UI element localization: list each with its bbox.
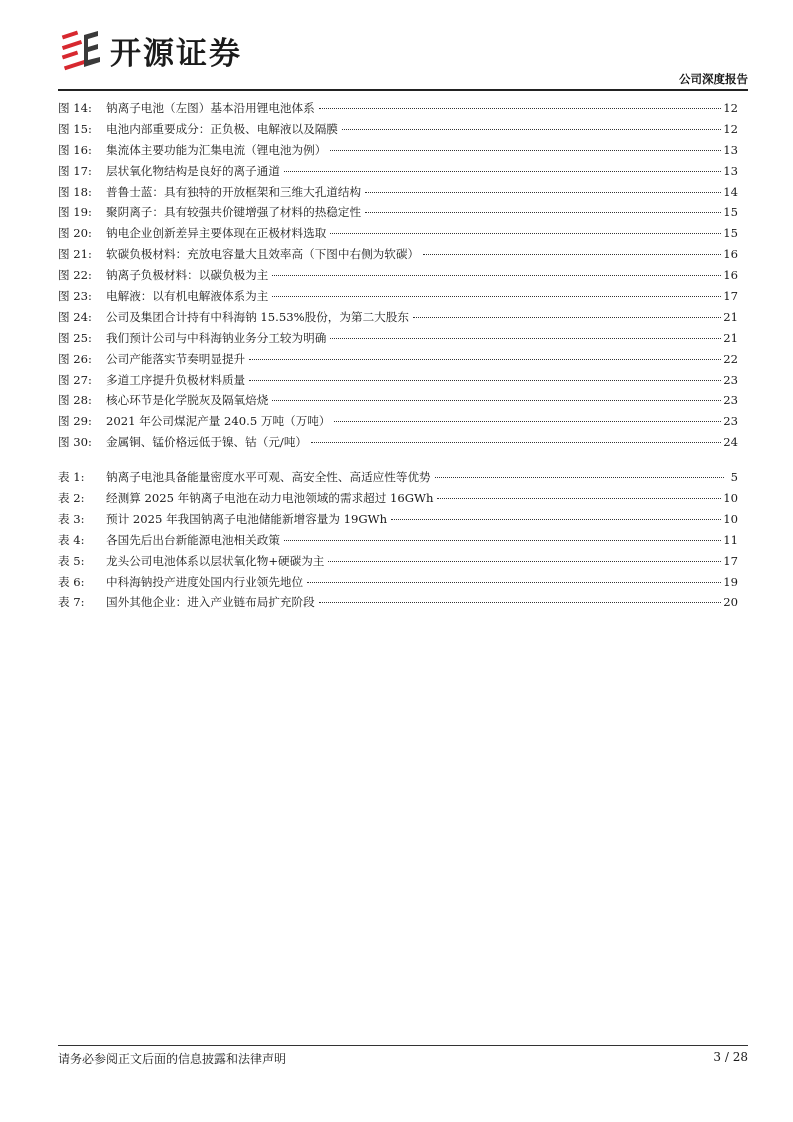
dot-leader xyxy=(272,400,721,401)
dot-leader xyxy=(365,192,721,193)
entry-page: 21 xyxy=(723,309,738,324)
entry-title: 钠离子电池具备能量密度水平可观、高安全性、高适应性等优势 xyxy=(106,470,431,485)
report-type-label: 公司深度报告 xyxy=(679,72,748,86)
entry-page: 15 xyxy=(723,226,738,241)
entry-title: 预计 2025 年我国钠离子电池储能新增容量为 19GWh xyxy=(106,511,388,526)
entry-title: 钠离子负极材料：以碳负极为主 xyxy=(106,268,269,283)
entry-title: 各国先后出台新能源电池相关政策 xyxy=(106,532,280,547)
entry-title: 我们预计公司与中科海钠业务分工较为明确 xyxy=(106,330,327,345)
entry-number: 图 19: xyxy=(58,205,92,220)
dot-leader xyxy=(284,171,721,172)
company-name: 开源证券 xyxy=(110,35,242,72)
figure-toc-entry[interactable] xyxy=(58,202,738,223)
figure-toc-entry[interactable] xyxy=(58,140,738,161)
entry-number: 图 27: xyxy=(58,372,92,387)
entry-page: 13 xyxy=(723,142,738,157)
entry-number: 表 7: xyxy=(58,595,85,610)
entry-number: 图 25: xyxy=(58,330,92,345)
entry-number: 图 23: xyxy=(58,289,92,304)
entry-page: 22 xyxy=(723,351,738,366)
entry-title: 中科海钠投产进度处国内行业领先地位 xyxy=(106,574,304,589)
entry-title: 核心环节是化学脱灰及隔氧焙烧 xyxy=(106,393,269,408)
entry-number: 图 24: xyxy=(58,309,92,324)
entry-number: 图 17: xyxy=(58,163,92,178)
entry-title: 公司产能落实节奏明显提升 xyxy=(106,351,246,366)
figures-list xyxy=(58,98,738,453)
page-number: 3 / 28 xyxy=(713,1050,748,1064)
entry-number: 图 22: xyxy=(58,268,92,283)
entry-title: 层状氧化物结构是良好的离子通道 xyxy=(106,163,280,178)
figure-toc-entry[interactable] xyxy=(58,161,738,182)
dot-leader xyxy=(249,380,721,381)
header-divider xyxy=(58,89,748,91)
dot-leader xyxy=(391,519,721,520)
dot-leader xyxy=(311,442,721,443)
dot-leader xyxy=(423,254,721,255)
dot-leader xyxy=(249,359,721,360)
figure-toc-entry[interactable] xyxy=(58,119,738,140)
entry-title: 电池内部重要成分：正负极、电解液以及隔膜 xyxy=(106,121,338,136)
figure-toc-entry[interactable] xyxy=(58,349,738,370)
entry-number: 表 6: xyxy=(58,574,85,589)
dot-leader xyxy=(437,498,721,499)
entry-number: 图 30: xyxy=(58,435,92,450)
entry-title: 多道工序提升负极材料质量 xyxy=(106,372,246,387)
dot-leader xyxy=(272,275,721,276)
entry-title: 龙头公司电池体系以层状氧化物+硬碳为主 xyxy=(106,553,325,568)
entry-number: 表 2: xyxy=(58,491,85,506)
entry-number: 图 16: xyxy=(58,142,92,157)
dot-leader xyxy=(413,317,721,318)
table-toc-entry[interactable] xyxy=(58,488,738,509)
entry-number: 图 29: xyxy=(58,414,92,429)
entry-page: 23 xyxy=(723,372,738,387)
entry-number: 图 18: xyxy=(58,184,92,199)
dot-leader xyxy=(319,602,722,603)
entry-page: 10 xyxy=(723,511,738,526)
dot-leader xyxy=(365,212,721,213)
entry-title: 聚阴离子：具有较强共价键增强了材料的热稳定性 xyxy=(106,205,362,220)
entry-page: 17 xyxy=(723,289,738,304)
entry-page: 23 xyxy=(723,393,738,408)
table-toc-entry[interactable] xyxy=(58,572,738,593)
entry-page: 16 xyxy=(723,268,738,283)
tables-list xyxy=(58,467,738,613)
figure-toc-entry[interactable] xyxy=(58,265,738,286)
entry-title: 金属铜、锰价格远低于镍、钴（元/吨） xyxy=(106,435,308,450)
table-toc-entry[interactable] xyxy=(58,551,738,572)
figure-toc-entry[interactable] xyxy=(58,432,738,453)
entry-title: 经测算 2025 年钠离子电池在动力电池领域的需求超过 16GWh xyxy=(106,491,434,506)
entry-page: 12 xyxy=(723,101,738,115)
footer-divider xyxy=(58,1045,748,1046)
entry-number: 图 28: xyxy=(58,393,92,408)
figure-toc-entry[interactable] xyxy=(58,244,738,265)
table-of-contents xyxy=(58,98,738,613)
dot-leader xyxy=(272,296,721,297)
table-toc-entry[interactable] xyxy=(58,592,738,613)
entry-title: 国外其他企业：进入产业链布局扩充阶段 xyxy=(106,595,315,610)
figure-toc-entry[interactable] xyxy=(58,182,738,203)
dot-leader xyxy=(330,338,721,339)
figure-toc-entry[interactable] xyxy=(58,328,738,349)
entry-page: 19 xyxy=(723,574,738,589)
figure-toc-entry[interactable] xyxy=(58,370,738,391)
entry-page: 5 xyxy=(730,470,738,485)
entry-number: 表 5: xyxy=(58,553,85,568)
entry-page: 20 xyxy=(723,595,738,610)
dot-leader xyxy=(284,540,721,541)
entry-title: 普鲁士蓝：具有独特的开放框架和三维大孔道结构 xyxy=(106,184,362,199)
entry-number: 表 1: xyxy=(58,470,85,485)
page-footer xyxy=(58,1045,748,1067)
entry-number: 表 3: xyxy=(58,511,85,526)
entry-title: 软碳负极材料：充放电容量大且效率高（下图中右侧为软碳） xyxy=(106,247,420,262)
dot-leader xyxy=(319,108,722,109)
figure-toc-entry[interactable] xyxy=(58,98,738,119)
entry-title: 电解液：以有机电解液体系为主 xyxy=(106,289,269,304)
dot-leader xyxy=(330,233,721,234)
entry-page: 21 xyxy=(723,330,738,345)
entry-page: 23 xyxy=(723,414,738,429)
figure-toc-entry[interactable] xyxy=(58,390,738,411)
disclaimer-text: 请务必参阅正文后面的信息披露和法律声明 xyxy=(58,1052,287,1066)
entry-page: 15 xyxy=(723,205,738,220)
entry-page: 14 xyxy=(723,184,738,199)
figure-toc-entry[interactable] xyxy=(58,223,738,244)
entry-title: 集流体主要功能为汇集电流（锂电池为例） xyxy=(106,142,327,157)
figure-toc-entry[interactable] xyxy=(58,307,738,328)
entry-number: 图 21: xyxy=(58,247,92,262)
entry-title: 钠离子电池（左图）基本沿用锂电池体系 xyxy=(106,101,315,115)
dot-leader xyxy=(330,150,721,151)
kaiyuan-logo-icon xyxy=(58,27,104,73)
figure-toc-entry[interactable] xyxy=(58,286,738,307)
entry-number: 图 14: xyxy=(58,101,92,115)
entry-page: 11 xyxy=(723,532,738,547)
entry-page: 13 xyxy=(723,163,738,178)
table-toc-entry[interactable] xyxy=(58,467,738,488)
entry-number: 图 26: xyxy=(58,351,92,366)
company-logo xyxy=(58,26,242,74)
table-toc-entry[interactable] xyxy=(58,530,738,551)
dot-leader xyxy=(328,561,721,562)
entry-number: 表 4: xyxy=(58,532,85,547)
figure-toc-entry[interactable] xyxy=(58,411,738,432)
entry-page: 16 xyxy=(723,247,738,262)
entry-page: 12 xyxy=(723,121,738,136)
entry-title: 2021 年公司煤泥产量 240.5 万吨（万吨） xyxy=(106,414,331,429)
entry-page: 10 xyxy=(723,491,738,506)
entry-number: 图 20: xyxy=(58,226,92,241)
page-header xyxy=(58,18,748,90)
entry-title: 钠电企业创新差异主要体现在正极材料选取 xyxy=(106,226,327,241)
dot-leader xyxy=(334,421,721,422)
dot-leader xyxy=(435,477,724,478)
entry-title: 公司及集团合计持有中科海钠 15.53%股份，为第二大股东 xyxy=(106,309,409,324)
entry-page: 17 xyxy=(723,553,738,568)
entry-page: 24 xyxy=(723,435,738,450)
dot-leader xyxy=(342,129,721,130)
table-toc-entry[interactable] xyxy=(58,509,738,530)
entry-number: 图 15: xyxy=(58,121,92,136)
dot-leader xyxy=(307,582,721,583)
